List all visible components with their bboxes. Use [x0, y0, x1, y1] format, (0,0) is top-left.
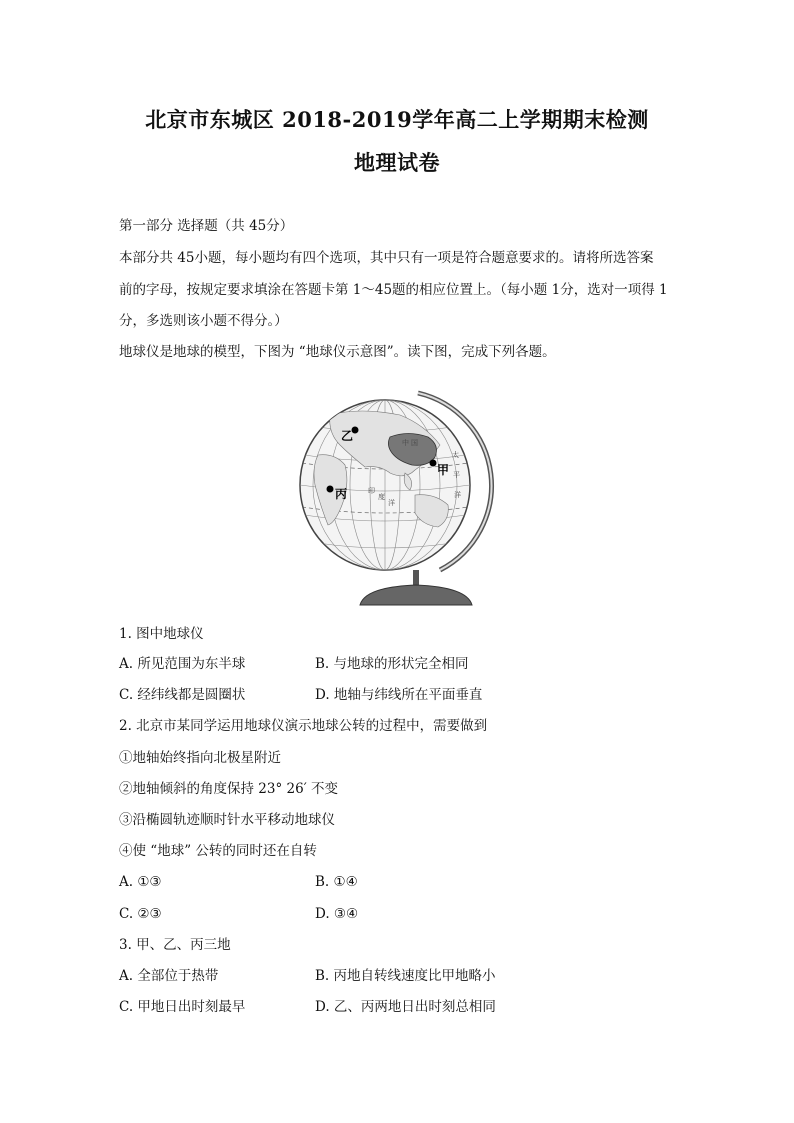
q1-option-b: B. 与地球的形状完全相同 [315, 656, 469, 672]
q2-stem: 2. 北京市某同学运用地球仪演示地球公转的过程中，需要做到 [119, 718, 488, 734]
svg-text:中: 中 [402, 439, 409, 447]
q3-option-c: C. 甲地日出时刻最早 [119, 999, 246, 1015]
q2-option-d: D. ③④ [315, 906, 359, 922]
svg-text:国: 国 [411, 439, 418, 447]
q3-option-b: B. 丙地自转线速度比甲地略小 [315, 968, 496, 984]
q2-statement-3: ③沿椭圆轨迹顺时针水平移动地球仪 [119, 812, 335, 828]
q1-stem: 1. 图中地球仪 [119, 626, 204, 642]
instruction-line-3: 分，多选则该小题不得分。） [119, 313, 288, 329]
point-jia [430, 460, 437, 467]
instruction-line-1: 本部分共 45小题，每小题均有四个选项，其中只有一项是符合题意要求的。请将所选答案 [119, 250, 654, 266]
svg-text:平: 平 [453, 471, 460, 479]
q2-statement-4: ④使 “地球” 公转的同时还在自转 [119, 843, 317, 859]
q3-option-a: A. 全部位于热带 [119, 968, 219, 984]
page-subtitle: 地理试卷 [354, 150, 440, 175]
page-title: 北京市东城区 2018-2019学年高二上学期期末检测 [145, 107, 649, 132]
q1-option-c: C. 经纬线都是圆圈状 [119, 687, 246, 703]
intro-text: 地球仪是地球的模型，下图为 “地球仪示意图”。读下图，完成下列各题。 [119, 344, 556, 360]
svg-text:洋: 洋 [454, 491, 461, 499]
q3-stem: 3. 甲、乙、丙三地 [119, 937, 231, 953]
q2-statement-1: ①地轴始终指向北极星附近 [119, 750, 281, 766]
q3-option-d: D. 乙、丙两地日出时刻总相同 [315, 999, 496, 1015]
svg-text:度: 度 [378, 493, 385, 501]
q2-option-a: A. ①③ [119, 874, 162, 890]
svg-text:印: 印 [368, 487, 375, 495]
globe-base [360, 585, 472, 605]
label-jia: 甲 [437, 463, 450, 477]
q2-statement-2: ②地轴倾斜的角度保持 23° 26′ 不变 [119, 781, 339, 797]
instruction-line-2: 前的字母，按规定要求填涂在答题卡第 1～45题的相应位置上。（每小题 1分，选对一项得 1 [119, 282, 668, 298]
q2-option-c: C. ②③ [119, 906, 162, 922]
svg-text:洋: 洋 [388, 499, 395, 507]
label-yi: 乙 [341, 429, 354, 443]
globe-figure [290, 385, 500, 607]
q1-option-d: D. 地轴与纬线所在平面垂直 [315, 687, 483, 703]
q2-option-b: B. ①④ [315, 874, 358, 890]
point-bing [327, 486, 334, 493]
globe-stem [413, 570, 419, 586]
section-heading: 第一部分 选择题（共 45分） [119, 218, 294, 234]
q1-option-a: A. 所见范围为东半球 [119, 656, 246, 672]
label-bing: 丙 [335, 487, 348, 501]
svg-text:太: 太 [452, 451, 459, 459]
